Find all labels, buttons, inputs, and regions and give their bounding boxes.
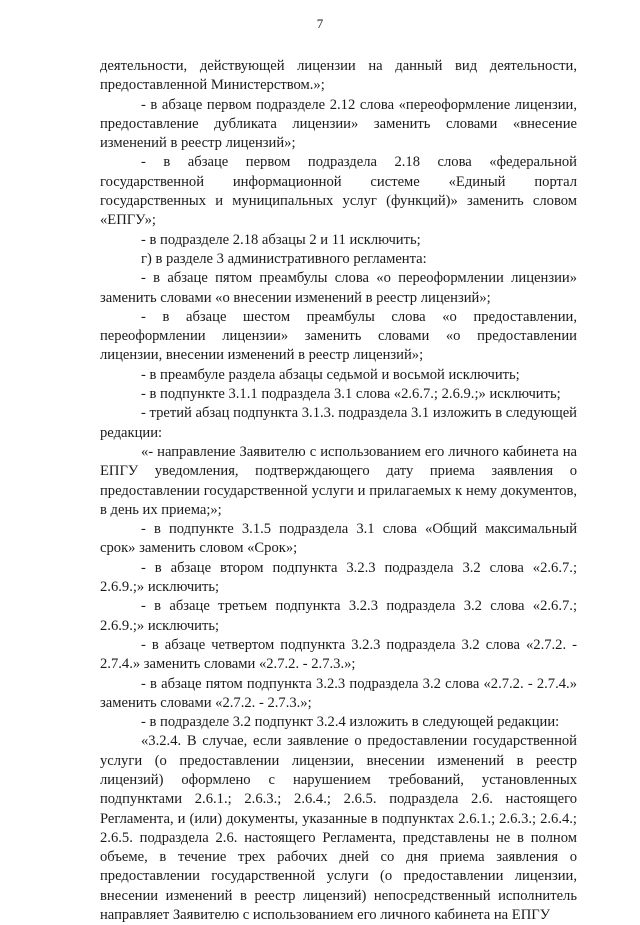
paragraph: - в абзаце первом подраздела 2.18 слова «федеральной государственной информационной системе «Единый портал государственных и муниципальных услуг (функций)» заменить словом «ЕПГУ»;: [100, 154, 577, 229]
paragraph: - в подпункте 3.1.1 подраздела 3.1 слова «2.6.7.; 2.6.9.;» исключить;: [141, 386, 561, 403]
paragraph: - в абзаце третьем подпункта 3.2.3 подраздела 3.2 слова «2.6.7.; 2.6.9.;» исключить;: [100, 598, 577, 634]
paragraph: деятельности, действующей лицензии на данный вид деятельности, предоставленной Министерством.»;: [100, 58, 577, 94]
paragraph: «- направление Заявителю с использованием его личного кабинета на ЕПГУ уведомления, подтверждающего дату приема заявления о предоставлении государственной услуги и прилагаемых к нему документов, в день их приема;»;: [100, 443, 577, 518]
paragraph: - в абзаце пятом преамбулы слова «о переоформлении лицензии» заменить словами «о внесении изменений в реестр лицензий»;: [100, 270, 577, 306]
paragraph: «3.2.4. В случае, если заявление о предоставлении государственной услуги (о предоставлении лицензии, внесении изменений в реестр лицензий) оформлено с нарушением требований, установленных подпунктами 2.6.1.; 2.6.3.; 2.6.4.; 2.6.5. подраздела 2.6. настоящего Регламента, и (или) документы, указанные в подпунктах 2.6.1.; 2.6.3.; 2.6.4.; 2.6.5. подраздела 2.6. настоящего Регламента, представлены не в полном объеме, в течение трех рабочих дней со дня приема заявления о предоставлении государственной услуги (о предоставлении лицензии, внесении изменений в реестр лицензий) непосредственный исполнитель направляет Заявителю с использованием его личного кабинета на ЕПГУ: [100, 733, 577, 924]
paragraph: г) в разделе 3 административного регламента:: [141, 250, 427, 267]
paragraph: - в подразделе 3.2 подпункт 3.2.4 изложить в следующей редакции:: [141, 714, 560, 731]
paragraph: - третий абзац подпункта 3.1.3. подраздела 3.1 изложить в следующей редакции:: [100, 405, 577, 441]
paragraph: - в абзаце шестом преамбулы слова «о предоставлении, переоформлении лицензии» заменить словами «о предоставлении лицензии, внесении изменений в реестр лицензий»;: [100, 308, 577, 364]
paragraph: - в абзаце втором подпункта 3.2.3 подраздела 3.2 слова «2.6.7.; 2.6.9.;» исключить;: [100, 559, 577, 596]
document-body: [100, 57, 577, 925]
paragraph: - в подразделе 2.18 абзацы 2 и 11 исключить;: [141, 231, 421, 248]
page-number: 7: [316, 16, 324, 31]
paragraph: - в абзаце пятом подпункта 3.2.3 подраздела 3.2 слова «2.7.2. - 2.7.4.» заменить словами «2.7.2. - 2.7.3.»;: [100, 675, 577, 711]
paragraph: - в подпункте 3.1.5 подраздела 3.1 слова «Общий максимальный срок» заменить словом «Срок»;: [100, 521, 577, 557]
paragraph: - в преамбуле раздела абзацы седьмой и восьмой исключить;: [141, 366, 520, 383]
paragraph: - в абзаце первом подразделе 2.12 слова «переоформление лицензии, предоставление дубликата лицензии» заменить словами «внесение изменений в реестр лицензий»;: [100, 96, 577, 152]
paragraph: - в абзаце четвертом подпункта 3.2.3 подраздела 3.2 слова «2.7.2. - 2.7.4.» заменить словами «2.7.2. - 2.7.3.»;: [100, 636, 577, 673]
